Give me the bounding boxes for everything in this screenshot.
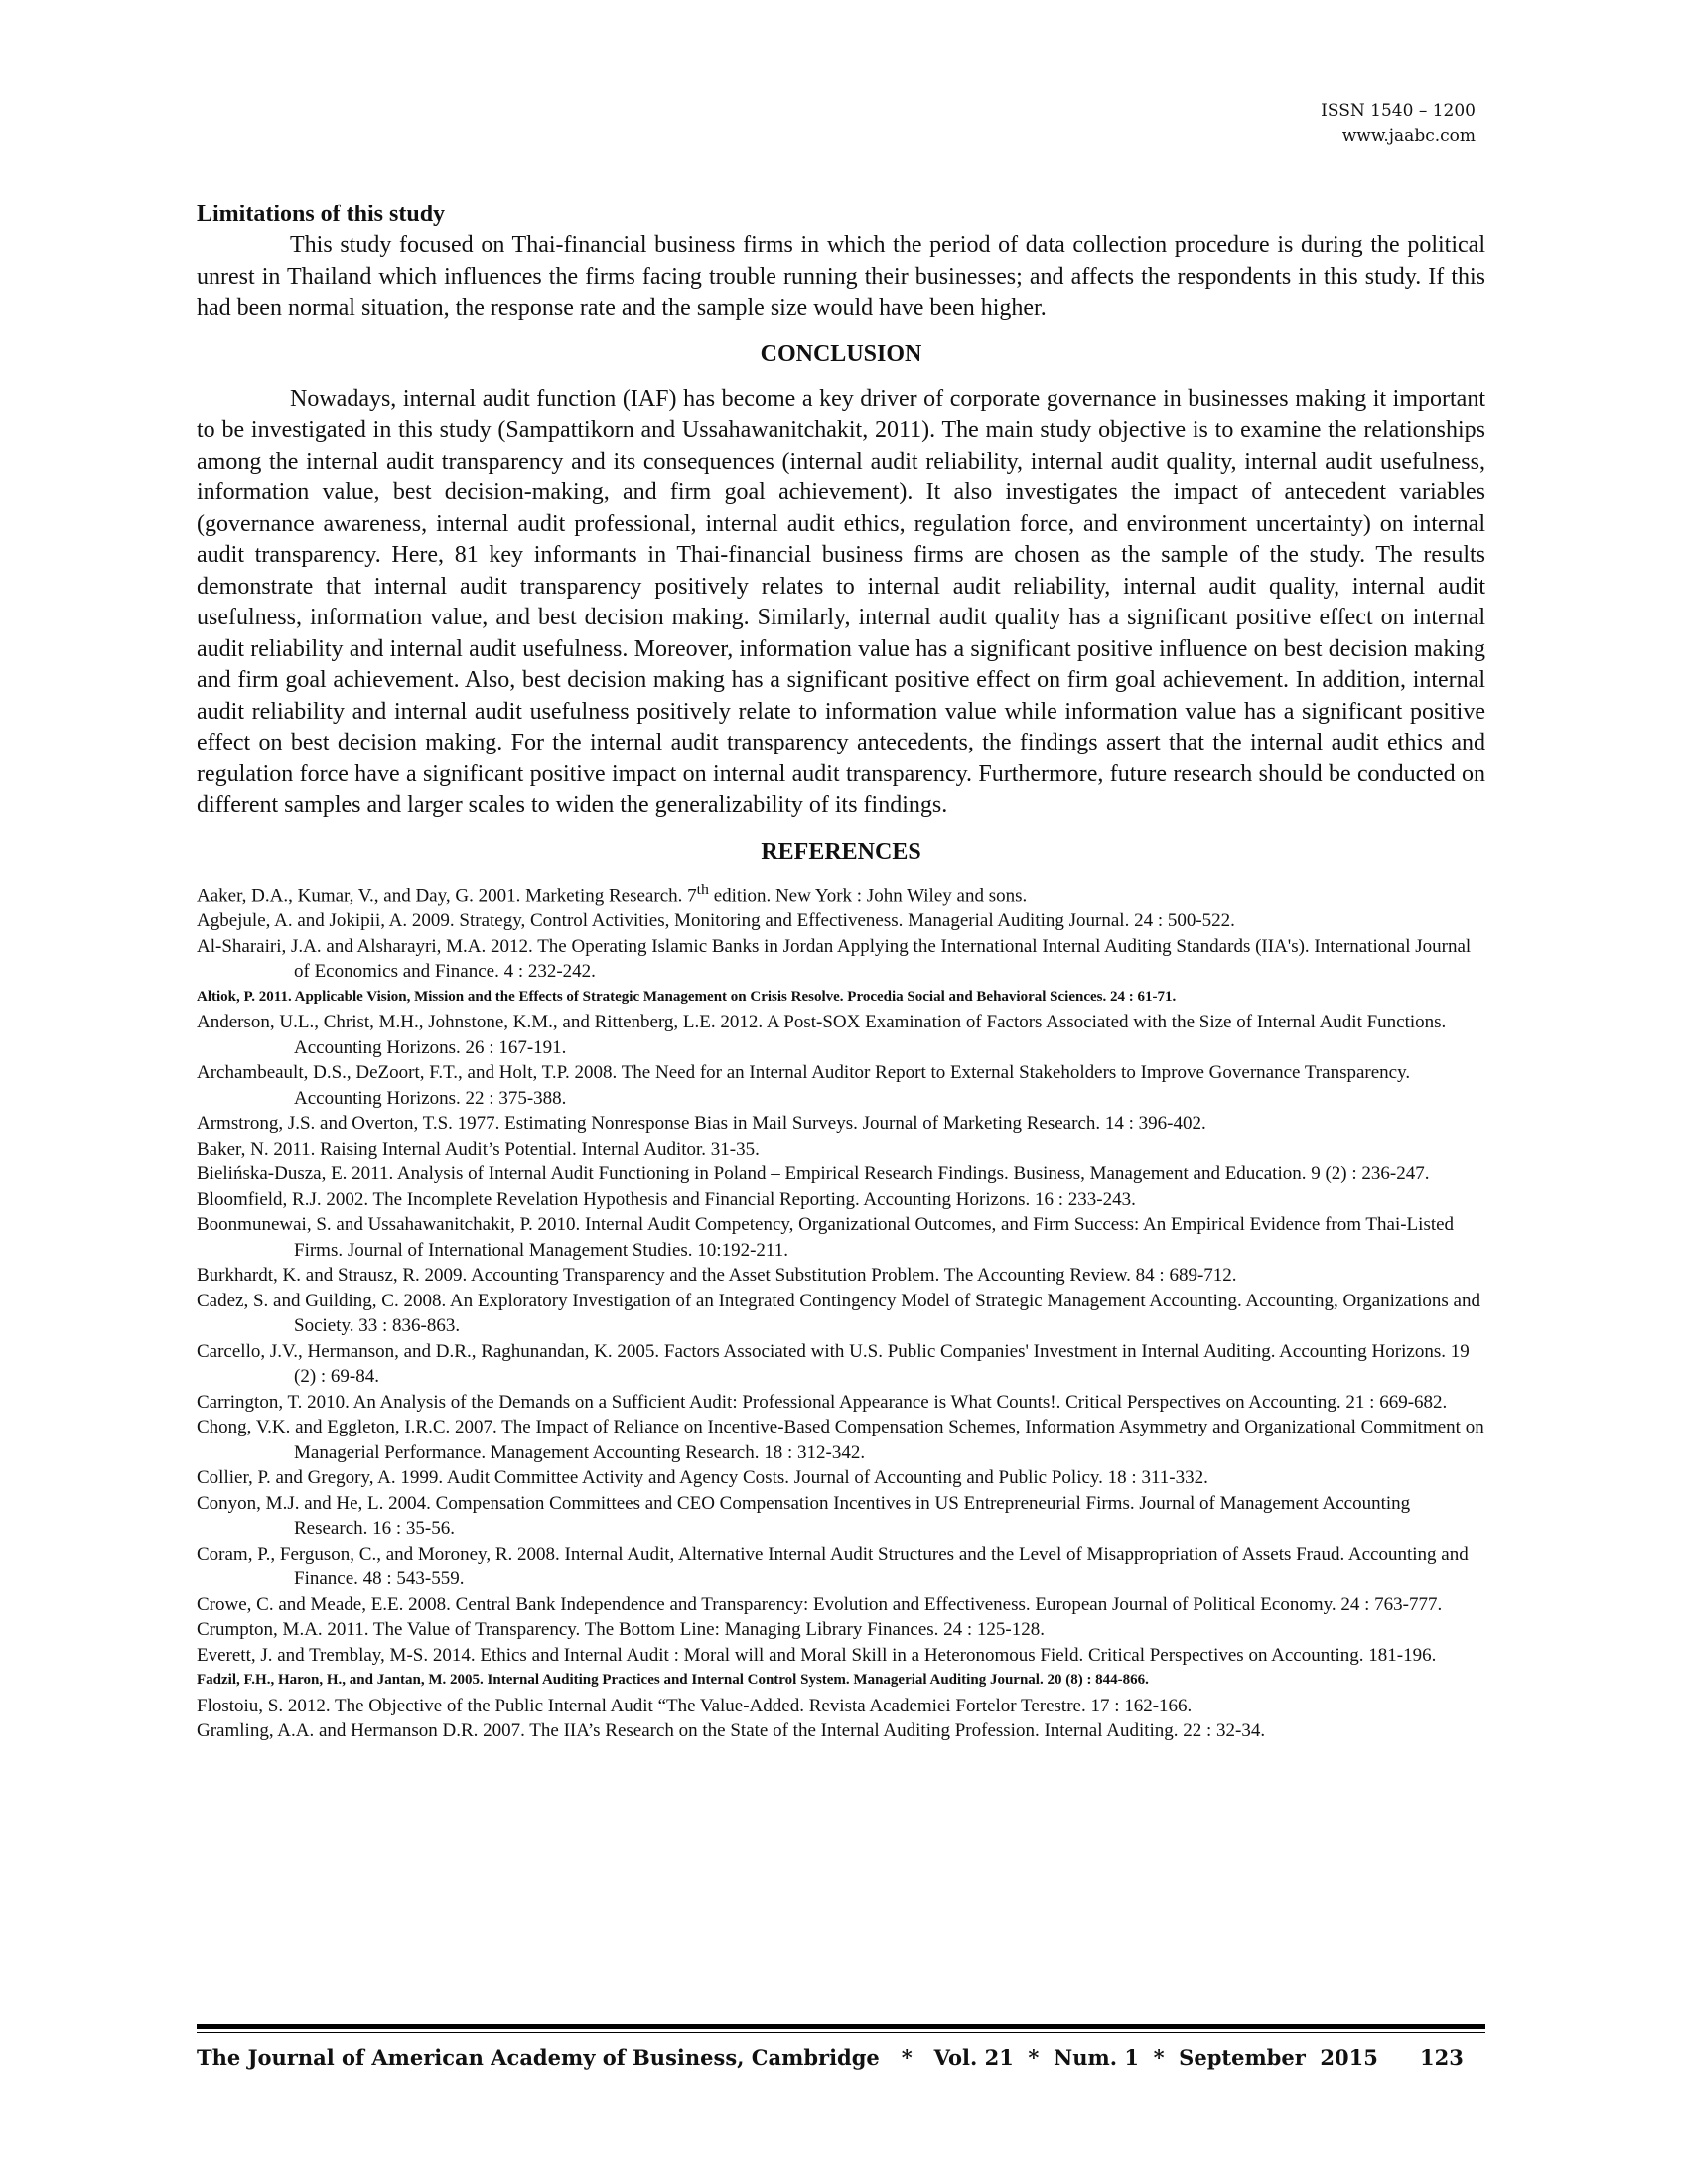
- reference-item: Flostoiu, S. 2012. The Objective of the Public Internal Audit “The Value-Added. Revista Academiei Fortelor Terestre. 17 : 162-166.: [197, 1695, 1193, 1716]
- reference-item: Crumpton, M.A. 2011. The Value of Transparency. The Bottom Line: Managing Library Finances. 24 : 125-128.: [197, 1619, 1046, 1641]
- reference-item: Everett, J. and Tremblay, M-S. 2014. Ethics and Internal Audit : Moral will and Moral Skill in a Heteronomous Field. Critical Perspectives on Accounting. 181-196.: [197, 1644, 1437, 1666]
- reference-item: [197, 878, 1485, 909]
- reference-item: Anderson, U.L., Christ, M.H., Johnstone, K.M., and Rittenberg, L.E. 2012. A Post-SOX Examination of Factors Associated with the Size of Internal Audit Functions. Accounting Horizons. 26 : 167-191.: [197, 1012, 1447, 1058]
- reference-text: Aaker, D.A., Kumar, V., and Day, G. 2001. Marketing Research. 7: [197, 885, 697, 906]
- reference-item: Gramling, A.A. and Hermanson D.R. 2007. The IIA’s Research on the State of the Internal Auditing Profession. Internal Auditing. 22 : 32-34.: [197, 1720, 1266, 1742]
- reference-item: Crowe, C. and Meade, E.E. 2008. Central Bank Independence and Transparency: Evolution and Effectiveness. European Journal of Political Economy. 24 : 763-777.: [197, 1593, 1443, 1615]
- reference-item: Cadez, S. and Guilding, C. 2008. An Exploratory Investigation of an Integrated Contingency Model of Strategic Management Accounting. Accounting, Organizations and Society. 33 : 836-863.: [197, 1290, 1480, 1337]
- superscript: th: [696, 881, 709, 898]
- reference-item: Carrington, T. 2010. An Analysis of the Demands on a Sufficient Audit: Professional Appearance is What Counts!. Critical Perspectives on Accounting. 21 : 669-682.: [197, 1391, 1448, 1413]
- conclusion-paragraph: Nowadays, internal audit function (IAF) has become a key driver of corporate governance in businesses making it important to be investigated in this study (Sampattikorn and Ussahawanitchakit, 2011). The main study objective is to examine the relationships among the internal audit transparency and its consequences (internal audit reliability, internal audit quality, internal audit usefulness, information value, best decision-making, and firm goal achievement). It also investigates the impact of antecedent variables (governance awareness, internal audit professional, internal audit ethics, regulation force, and environment uncertainty) on internal audit transparency. Here, 81 key informants in Thai-financial business firms are chosen as the sample of the study. The results demonstrate that internal audit transparency positively relates to internal audit reliability, internal audit quality, internal audit usefulness, information value, and best decision making. Similarly, internal audit quality has a significant positive effect on internal audit reliability and internal audit usefulness. Moreover, information value has a significant positive influence on best decision making and firm goal achievement. Also, best decision making has a significant positive effect on firm goal achievement. In addition, internal audit reliability and internal audit usefulness positively relate to information value while information value has a significant positive effect on best decision making. For the internal audit transparency antecedents, the findings assert that the internal audit ethics and regulation force have a significant positive impact on internal audit transparency. Furthermore, future research should be conducted on different samples and larger scales to widen the generalizability of its findings.: [197, 385, 1485, 818]
- reference-item: Altiok, P. 2011. Applicable Vision, Mission and the Effects of Strategic Management on Crisis Resolve. Procedia Social and Behavioral Sciences. 24 : 61-71.: [197, 988, 1177, 1005]
- limitations-paragraph: This study focused on Thai-financial business firms in which the period of data collection procedure is during the political unrest in Thailand which influences the firms facing trouble running their businesses; and affects the respondents in this study. If this had been normal situation, the response rate and the sample size would have been higher.: [197, 232, 1485, 321]
- reference-item: Baker, N. 2011. Raising Internal Audit’s Potential. Internal Auditor. 31-35.: [197, 1138, 760, 1160]
- reference-list: [197, 878, 1485, 1744]
- issn: ISSN 1540 – 1200: [1321, 101, 1476, 121]
- running-header: [1321, 99, 1476, 149]
- reference-item: Fadzil, F.H., Haron, H., and Jantan, M. 2005. Internal Auditing Practices and Internal Control System. Managerial Auditing Journal. 20 (8) : 844-866.: [197, 1672, 1149, 1689]
- reference-item: Carcello, J.V., Hermanson, and D.R., Raghunandan, K. 2005. Factors Associated with U.S. Public Companies' Investment in Internal Auditing. Accounting Horizons. 19 (2) : 69-84.: [197, 1340, 1470, 1388]
- reference-item: Chong, V.K. and Eggleton, I.R.C. 2007. The Impact of Reliance on Incentive-Based Compensation Schemes, Information Asymmetry and Organizational Commitment on Managerial Performance. Management Accounting Research. 18 : 312-342.: [197, 1417, 1484, 1463]
- reference-item: Bloomfield, R.J. 2002. The Incomplete Revelation Hypothesis and Financial Reporting. Accounting Horizons. 16 : 233-243.: [197, 1188, 1136, 1210]
- footer-divider-thick: [197, 2024, 1485, 2029]
- limitations-heading: Limitations of this study: [197, 202, 446, 227]
- conclusion-heading: CONCLUSION: [760, 341, 922, 367]
- reference-item: Boonmunewai, S. and Ussahawanitchakit, P. 2010. Internal Audit Competency, Organizational Outcomes, and Firm Success: An Empirical Evidence from Thai-Listed Firms. Journal of International Management Studies. 10:192-211.: [197, 1214, 1455, 1261]
- main-content: [197, 199, 1485, 1744]
- reference-item: Agbejule, A. and Jokipii, A. 2009. Strategy, Control Activities, Monitoring and Effectiveness. Managerial Auditing Journal. 24 : 500-522.: [197, 910, 1235, 932]
- reference-item: Collier, P. and Gregory, A. 1999. Audit Committee Activity and Agency Costs. Journal of Accounting and Public Policy. 18 : 311-332.: [197, 1467, 1208, 1489]
- reference-item: Al-Sharairi, J.A. and Alsharayri, M.A. 2012. The Operating Islamic Banks in Jordan Applying the International Internal Auditing Standards (IIA's). International Journal of Economics and Finance. 4 : 232-242.: [197, 935, 1472, 983]
- references-heading: REFERENCES: [761, 838, 921, 865]
- reference-item: Bielińska-Dusza, E. 2011. Analysis of Internal Audit Functioning in Poland – Empirical Research Findings. Business, Management and Education. 9 (2) : 236-247.: [197, 1163, 1430, 1185]
- reference-item: Conyon, M.J. and He, L. 2004. Compensation Committees and CEO Compensation Incentives in US Entrepreneurial Firms. Journal of Management Accounting Research. 16 : 35-56.: [197, 1492, 1411, 1540]
- journal-footer: The Journal of American Academy of Business, Cambridge * Vol. 21 * Num. 1 * September 2015: [197, 2045, 1378, 2070]
- reference-item: Burkhardt, K. and Strausz, R. 2009. Accounting Transparency and the Asset Substitution Problem. The Accounting Review. 84 : 689-712.: [197, 1265, 1237, 1287]
- reference-text: edition. New York : John Wiley and sons.: [708, 885, 1028, 906]
- website: www.jaabc.com: [1341, 126, 1476, 146]
- reference-item: Archambeault, D.S., DeZoort, F.T., and Holt, T.P. 2008. The Need for an Internal Auditor Report to External Stakeholders to Improve Governance Transparency. Accounting Horizons. 22 : 375-388.: [197, 1062, 1411, 1109]
- page-number: 123: [1420, 2045, 1464, 2070]
- reference-item: Coram, P., Ferguson, C., and Moroney, R. 2008. Internal Audit, Alternative Internal Audit Structures and the Level of Misappropriation of Assets Fraud. Accounting and Finance. 48 : 543-559.: [197, 1543, 1469, 1590]
- footer-divider-thin: [197, 2032, 1485, 2033]
- reference-item: Armstrong, J.S. and Overton, T.S. 1977. Estimating Nonresponse Bias in Mail Surveys. Journal of Marketing Research. 14 : 396-402.: [197, 1113, 1206, 1135]
